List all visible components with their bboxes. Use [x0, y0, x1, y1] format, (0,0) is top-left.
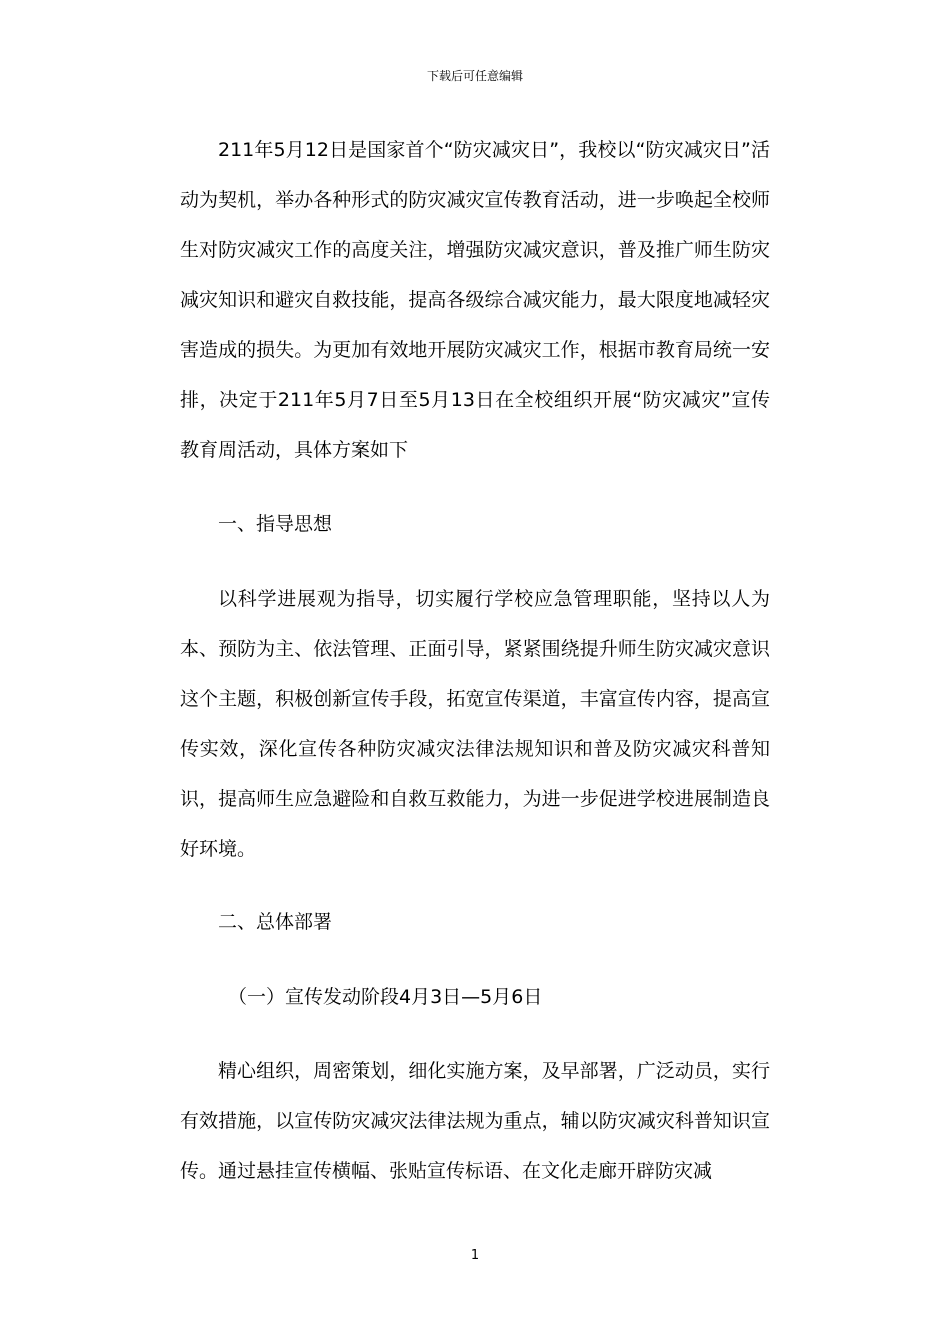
section-heading-overall-deployment: 二、总体部署 [218, 911, 333, 933]
publicity-stage-paragraph: 精心组织，周密策划，细化实施方案，及早部署，广泛动员，实行有效措施，以宣传防灾减灾法律法规为重点，辅以防灾减灾科普知识宣传。通过悬挂宣传横幅、张贴宣传标语、在文化走廊开辟防灾减 [180, 1060, 770, 1182]
page-header: 下载后可任意编辑 [426, 69, 523, 83]
section-heading-guiding-ideology: 一、指导思想 [218, 513, 333, 535]
subsection-heading-publicity-stage: （一）宣传发动阶段4月3日—5月6日 [228, 986, 543, 1008]
guiding-ideology-paragraph: 以科学进展观为指导，切实履行学校应急管理职能，坚持以人为本、预防为主、依法管理、正面引导，紧紧围绕提升师生防灾减灾意识这个主题，积极创新宣传手段，拓宽宣传渠道，丰富宣传内容，提高宣传实效，深化宣传各种防灾减灾法律法规知识和普及防灾减灾科普知识，提高师生应急避险和自救互救能力，为进一步促进学校进展制造良好环境。 [180, 588, 770, 860]
intro-paragraph: 211年5月12日是国家首个“防灾减灾日”，我校以“防灾减灾日”活动为契机，举办各种形式的防灾减灾宣传教育活动，进一步唤起全校师生对防灾减灾工作的高度关注，增强防灾减灾意识，普及推广师生防灾减灾知识和避灾自救技能，提高各级综合减灾能力，最大限度地减轻灾害造成的损失。为更加有效地开展防灾减灾工作，根据市教育局统一安排，决定于211年5月7日至5月13日在全校组织开展“防灾减灾”宣传教育周活动，具体方案如下 [180, 139, 770, 461]
page-number: 1 [470, 1248, 480, 1263]
